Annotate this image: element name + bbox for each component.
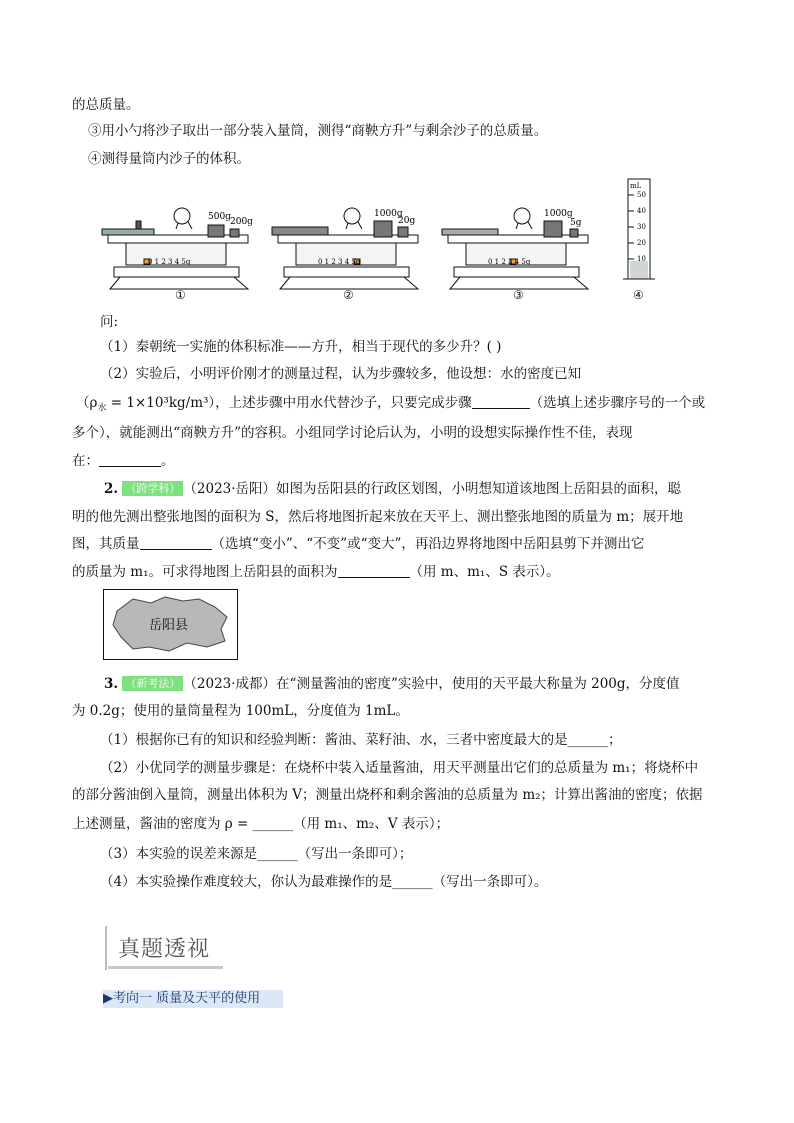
text-line	[72, 535, 644, 553]
weight-label-3a: 1000g	[544, 209, 573, 219]
question-number: 2.	[104, 481, 119, 497]
text-line: ④测得量筒内沙子的体积。	[88, 151, 250, 167]
text-line: ③用小勺将沙子取出一部分装入量筒，测得“商鞅方升”与剩余沙子的总质量。	[88, 123, 548, 139]
section-title: 真题透视	[118, 937, 211, 962]
cylinder-tick: 10	[637, 255, 646, 263]
answer-blank[interactable]	[99, 454, 161, 467]
weight-label-2a: 1000g	[374, 209, 403, 219]
text-line: 的部分酱油倒入量筒，测量出体积为 V；测量出烧杯和剩余酱油的总质量为 m₂；计算出酱油的密度；依据	[72, 787, 703, 803]
scale-label: 0 1 2 3 4 5g	[488, 258, 531, 266]
text-fragment: 的质量为 m₁。可求得地图上岳阳县的面积为	[72, 564, 338, 580]
figure-label-3: ③	[513, 288, 524, 302]
section-underline	[108, 966, 223, 969]
text-fragment: （选填上述步骤序号的一个或	[529, 395, 706, 411]
graduated-cylinder	[620, 175, 660, 287]
figure-label-2: ②	[343, 288, 354, 302]
question-number: 3.	[104, 676, 119, 692]
text-line: 上述测量，酱油的密度为 ρ = ______（用 m₁、m₂、V 表示）；	[72, 816, 450, 832]
weight-label-1a: 500g	[208, 212, 231, 222]
text-line: （3）本实验的误差来源是______（写出一条即可）；	[100, 846, 413, 862]
figure-label-1: ①	[175, 288, 186, 302]
text-line: 明的他先测出整张地图的面积为 S，然后将地图折起来放在天平上、测出整张地图的质量为 m；展开地	[72, 509, 684, 525]
text-line	[76, 394, 705, 418]
rho-symbol: （ρ	[76, 395, 98, 411]
text-line: 多个），就能测出“商鞅方升”的容积。小组同学讨论后认为，小明的设想实际操作性不佳，表现	[72, 425, 633, 441]
cylinder-tick: 30	[637, 223, 646, 231]
text-line: （1）秦朝统一实施的体积标准——方升，相当于现代的多少升？( )	[100, 339, 502, 355]
text-fragment: = 1×10³kg/m³），上述步骤中用水代替沙子，只要完成步骤	[106, 395, 472, 411]
text-fragment: （2023·岳阳）如图为岳阳县的行政区划图，小明想知道该地图上岳阳县的面积，聪	[183, 481, 682, 497]
text-fragment: （2023·成都）在“测量酱油的密度”实验中，使用的天平最大称量为 200g，分度值	[183, 676, 680, 692]
cylinder-unit: mL	[630, 182, 642, 190]
question-3-line	[104, 675, 680, 693]
question-2-line	[104, 480, 681, 498]
scale-label: 0 1 2 3 4 5g	[318, 258, 361, 266]
weight-label-1b: 200g	[230, 217, 253, 227]
text-fragment: 在：	[72, 453, 99, 469]
weight-label-3b: 5g	[570, 218, 582, 228]
text-fragment: 图，其质量	[72, 536, 140, 552]
cylinder-tick: 40	[637, 207, 646, 215]
figure-label-4: ④	[633, 288, 644, 302]
text-line	[72, 563, 560, 581]
text-fragment: （用 m、m₁、S 表示）。	[409, 564, 560, 580]
tag-badge: （新考法）	[122, 676, 183, 691]
subsection-title: ▶考向一 质量及天平的使用	[103, 991, 261, 1006]
text-line: （2）实验后，小明评价刚才的测量过程，认为步骤较多，他设想：水的密度已知	[100, 366, 582, 382]
rho-subscript: 水	[97, 403, 107, 414]
text-line: 的总质量。	[72, 97, 140, 113]
text-fragment: 。	[161, 453, 175, 469]
text-line: （1）根据你已有的知识和经验判断：酱油、菜籽油、水，三者中密度最大的是______；	[100, 732, 622, 748]
text-line: 为 0.2g；使用的量筒量程为 100mL，分度值为 1mL。	[72, 703, 409, 719]
tag-badge: （跨学科）	[122, 481, 183, 496]
section-decoration	[105, 926, 115, 970]
map-label: 岳阳县	[149, 618, 189, 633]
cylinder-tick: 50	[637, 191, 646, 199]
scale-label: 0 1 2 3 4 5g	[148, 258, 191, 266]
text-line	[72, 452, 175, 470]
weight-label-2b: 20g	[398, 216, 416, 226]
answer-blank[interactable]	[140, 537, 212, 550]
answer-blank[interactable]	[472, 396, 530, 409]
text-line: （2）小优同学的测量步骤是：在烧杯中装入适量酱油，用天平测量出它们的总质量为 m₁；将烧杯中	[100, 760, 699, 776]
text-line: 问:	[100, 314, 119, 330]
text-line: （4）本实验操作难度较大，你认为最难操作的是______（写出一条即可）。	[100, 874, 548, 890]
cylinder-tick: 20	[637, 239, 646, 247]
answer-blank[interactable]	[338, 565, 410, 578]
text-fragment: （选填“变小”、“不变”或“变大”，再沿边界将地图中岳阳县剪下并测出它	[211, 536, 645, 552]
